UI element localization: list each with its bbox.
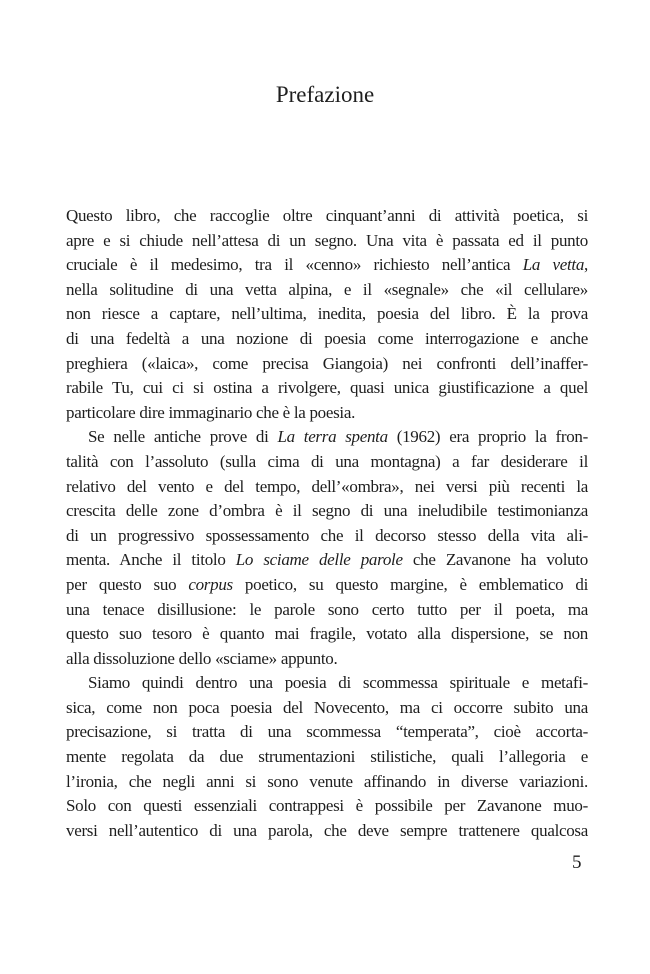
text-line [66, 450, 588, 475]
text-segment: per questo suo [66, 574, 189, 594]
italic-title: Lo sciame delle parole [235, 550, 403, 570]
text-line [66, 327, 588, 352]
text-line [66, 794, 588, 819]
text-segment: poetico, su questo margine, è emblematico di [232, 574, 588, 594]
text-segment: Siamo quindi dentro una poesia di scommessa spirituale e metafi- [88, 673, 588, 693]
text-segment: Solo con questi essenziali contrappesi è possibile per Zavanone muo- [66, 796, 588, 816]
text-line [66, 696, 588, 721]
text-segment: rabile Tu, cui ci si ostina a rivolgere, quasi unica giustificazione a quel [66, 378, 588, 398]
text-segment: di una fedeltà a una nozione di poesia come interrogazione e anche [66, 328, 588, 348]
text-line [66, 573, 588, 598]
text-line [66, 302, 588, 327]
text-line [66, 204, 588, 229]
text-segment: preghiera («laica», come precisa Giangoia) nei confronti dell’inaffer- [66, 353, 588, 373]
text-line [66, 770, 588, 795]
text-line [66, 548, 588, 573]
text-segment: particolare dire immaginario che è la poesia. [66, 402, 356, 422]
text-segment: di un progressivo spossessamento che il decorso stesso della vita ali- [66, 525, 588, 545]
paragraph [66, 671, 588, 843]
text-line [66, 475, 588, 500]
text-line [66, 401, 588, 426]
body-text [66, 204, 588, 843]
text-line [66, 720, 588, 745]
text-segment: talità con l’assoluto (sulla cima di una montagna) a far desiderare il [66, 451, 588, 471]
text-line [66, 647, 588, 672]
text-line [66, 745, 588, 770]
text-line [66, 671, 588, 696]
text-segment: cruciale è il medesimo, tra il «cenno» richiesto nell’antica [66, 255, 523, 275]
text-line [66, 524, 588, 549]
text-line [66, 622, 588, 647]
text-segment: (1962) era proprio la fron- [387, 427, 588, 447]
text-line [66, 499, 588, 524]
text-segment: apre e si chiude nell’attesa di un segno. Una vita è passata ed il punto [66, 230, 588, 250]
text-segment: versi nell’autentico di una parola, che deve sempre trattenere qualcosa [66, 820, 588, 840]
text-segment: relativo del vento e del tempo, dell’«ombra», nei versi più recenti la [66, 476, 588, 496]
italic-title: corpus [188, 574, 233, 594]
text-segment: che Zavanone ha voluto [402, 550, 589, 570]
text-segment: nella solitudine di una vetta alpina, e il «segnale» che «il cellulare» [66, 279, 588, 299]
text-segment: crescita delle zone d’ombra è il segno di una ineludibile testimonianza [66, 501, 588, 521]
paragraph [66, 204, 588, 425]
text-segment: , [584, 255, 588, 275]
italic-title: La vetta [522, 255, 585, 275]
text-segment: non riesce a captare, nell’ultima, inedita, poesia del libro. È la prova [66, 304, 588, 324]
text-line [66, 253, 588, 278]
text-segment: questo suo tesoro è quanto mai fragile, votato alla dispersione, se non [66, 624, 588, 644]
text-segment: Se nelle antiche prove di [88, 427, 278, 447]
text-segment: sica, come non poca poesia del Novecento, ma ci occorre subito una [66, 697, 588, 717]
text-line [66, 598, 588, 623]
text-segment: menta. Anche il titolo [66, 550, 236, 570]
text-line [66, 229, 588, 254]
text-segment: una tenace disillusione: le parole sono certo tutto per il poeta, ma [66, 599, 588, 619]
text-line [66, 278, 588, 303]
text-segment: mente regolata da due strumentazioni stilistiche, quali l’allegoria e [66, 747, 588, 767]
text-line [66, 425, 588, 450]
text-segment: Questo libro, che raccoglie oltre cinquant’anni di attività poetica, si [66, 206, 588, 225]
text-segment: alla dissoluzione dello «sciame» appunto. [66, 648, 338, 668]
paragraph [66, 425, 588, 671]
italic-title: La terra spenta [277, 427, 388, 447]
text-line [66, 819, 588, 844]
text-line [66, 376, 588, 401]
chapter-title: Prefazione [275, 82, 375, 107]
text-segment: precisazione, si tratta di una scommessa “temperata”, cioè accorta- [66, 722, 588, 742]
text-line [66, 352, 588, 377]
page-number: 5 [572, 852, 582, 873]
text-segment: l’ironia, che negli anni si sono venute affinando in diverse variazioni. [66, 771, 588, 791]
